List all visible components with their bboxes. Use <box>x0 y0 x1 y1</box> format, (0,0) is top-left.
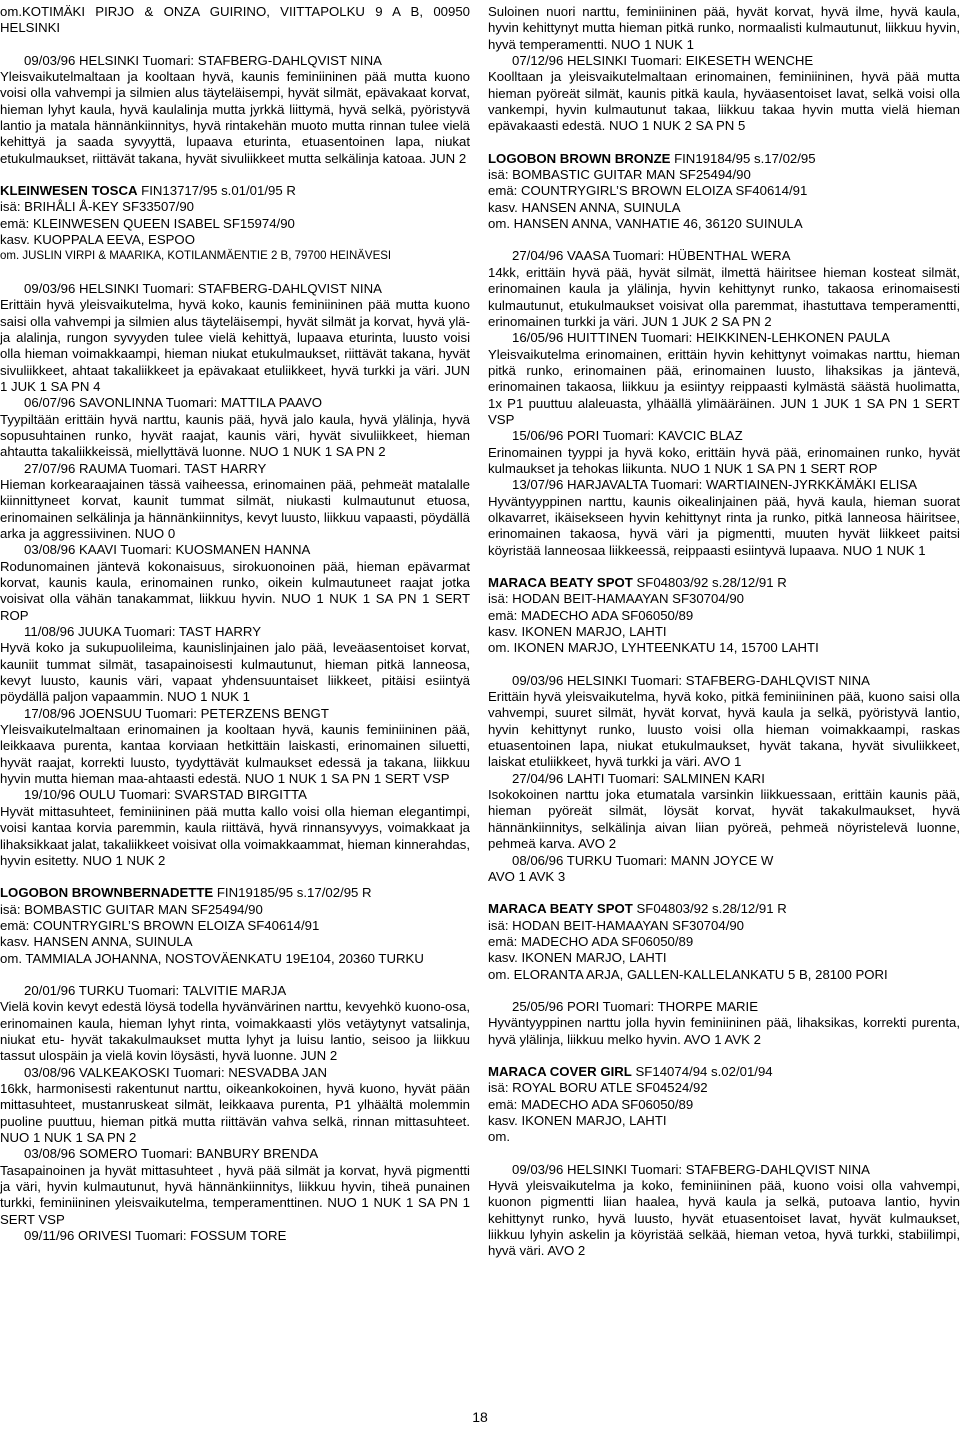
text-paragraph: isä: BOMBASTIC GUITAR MAN SF25494/90 <box>0 901 263 917</box>
spacer <box>488 559 960 575</box>
spacer <box>488 135 960 151</box>
show-judge-line: 09/11/96 ORIVESI Tuomari: FOSSUM TORE <box>24 1228 287 1244</box>
text-paragraph: om. IKONEN MARJO, LYHTEENKATU 14, 15700 LAHTI <box>488 640 819 656</box>
show-judge-line: 17/08/96 JOENSUU Tuomari: PETERZENS BENGT <box>24 705 329 721</box>
dog-name: MARACA BEATY SPOT <box>488 901 633 917</box>
text-paragraph: Erittäin hyvä yleisvaikutelma, hyvä koko, kaunis feminiininen pää mutta kuono saisi olla vahvempi ja silmien alus täyteläisempi, hyvät silmät ja korvat, hyvä ylä- ja alalinja, rungon syvyyden tulee vielä kehittyä, lupaava eturinta, luusto voisi olla hieman voimakkaampi, hieman niukat etukulmaukset, riittävät takana, hyvät sivuliikkeet, ahtaat takaliikkeet ja epävakaat etuliikkeet, hyvä turkki ja väri. JUN 1 JUK 1 SA PN 4 <box>0 297 470 394</box>
text-paragraph: om. <box>488 1129 510 1145</box>
dog-entry-heading <box>0 183 470 199</box>
right-column <box>488 4 960 1260</box>
show-judge-line: 13/07/96 HARJAVALTA Tuomari: WARTIAINEN-JYRKKÄMÄKI ELISA <box>512 477 918 493</box>
text-paragraph: 16kk, harmonisesti rakentunut narttu, oikeankokoinen, hyvä kuono, hyvät pään mittasuhteet, mustanruskeat silmät, leikkaava purenta, P1 ylhäältä molemmin puoline puuttuu, hieman pitkä mutta riittävän vahva selkä, rinnan mittasuhteet. NUO 1 NUK 1 SA PN 2 <box>0 1080 470 1145</box>
text-paragraph: Erittäin hyvä yleisvaikutelma, hyvä koko, pitkä feminiininen pää, kuono saisi olla vahvempi, suuret silmät, hyvät korvat, hyvä kaula ja selkä, pyöristyvä lantio, hyvin kehittynyt runko, luusto voisi olla hieman voimakkaampi, raskas etuasentoinen lapa, niukat etukulmaukset, hyvät takana, hyvät sivuliikkeet, laiskat etuliikkeet, hyvä turkki ja väri. AVO 1 <box>488 689 960 770</box>
spacer <box>0 967 470 983</box>
text-paragraph: kasv. HANSEN ANNA, SUINULA <box>488 199 681 215</box>
text-paragraph: emä: COUNTRYGIRL’S BROWN ELOIZA SF40614/91 <box>0 917 320 933</box>
text-paragraph: emä: COUNTRYGIRL’S BROWN ELOIZA SF40614/91 <box>488 183 808 199</box>
text-paragraph: Hyvä yleisvaikutelma ja koko, feminiininen pää, kuono voisi olla vahvempi, kuonon pigmentti liian haalea, hyvä kaula ja selkä, putoava lantio, hyvin kehittynyt runko, hyvä luusto, hyvät etuasentoiset lavat, hyvät kulmaukset, liikkuu lyhyin askelin ja köyristää selkää, hieman vetoa, hyvä turkki, stabiilimpi, hyvä väri. AVO 2 <box>488 1178 960 1259</box>
dog-name: LOGOBON BROWNBERNADETTE <box>0 885 214 901</box>
show-judge-line: 03/08/96 KAAVI Tuomari: KUOSMANEN HANNA <box>24 542 311 558</box>
show-judge-line: 09/03/96 HELSINKI Tuomari: STAFBERG-DAHLQVIST NINA <box>24 52 382 68</box>
spacer <box>0 869 470 885</box>
show-judge-line: 06/07/96 SAVONLINNA Tuomari: MATTILA PAAVO <box>24 395 323 411</box>
dog-entry-heading <box>488 575 960 591</box>
dog-name: LOGOBON BROWN BRONZE <box>488 150 671 166</box>
spacer <box>488 657 960 673</box>
show-judge-line: 16/05/96 HUITTINEN Tuomari: HEIKKINEN-LEHKONEN PAULA <box>512 330 890 346</box>
text-paragraph: Hyväntyyppinen narttu, kaunis oikealinjainen pää, hyvä kaula, hieman suorat olkavarret, ikäisekseen hyvin kehittynyt rinta ja runko, pitkä lanneosa häiritsee, erinomainen takaosa, hyvä väri ja pigmentti, muuten hyvät liikkeet paitsi köyristää lanneosaa liikkeessä, reippaasti esiintyvä lupaava. NUO 1 NUK 1 <box>488 493 960 558</box>
dog-name: KLEINWESEN TOSCA <box>0 183 138 199</box>
registration-info: SF04803/92 s.28/12/91 R <box>632 901 787 917</box>
text-paragraph: Hieman korkearaajainen tässä vaiheessa, erinomainen pää, pehmeät matalalle kiinnittyneet korvat, kaunit tummat silmät, niukasti kulmautunut etuosa, erinomainen selkälinja ja hännänkiinnitys, kevyt luusto, liikkuu vapaasti, pöydällä arka ja aggressiivinen. NUO 0 <box>0 476 470 541</box>
text-paragraph: isä: ROYAL BORU ATLE SF04524/92 <box>488 1080 708 1096</box>
text-paragraph: emä: MADECHO ADA SF06050/89 <box>488 933 694 949</box>
spacer <box>488 232 960 248</box>
text-paragraph: Rodunomainen jäntevä kokonaisuus, sirokuonoinen pää, hieman epävarmat korvat, kaunis kaula, erinomainen runko, oikein kulmautuneet raajat jotka voisivat olla vähän tanakammat, liikkuu hyvin. NUO 1 NUK 1 SA PN 1 SERT ROP <box>0 558 470 623</box>
dog-entry-heading <box>488 151 960 167</box>
text-paragraph: Erinomainen tyyppi ja hyvä koko, erittäin hyvä pää, erinomainen runko, hyvät kulmaukset ja tehokas liikunta. NUO 1 NUK 1 SA PN 1 SERT ROP <box>488 444 960 476</box>
text-paragraph: Tyypiltään erittäin hyvä narttu, kaunis pää, hyvä jalo kaula, hyvä ylälinja, hyvä sopusuhtainen runko, hyvät raajat, kaunis väri, hyvät sivuliikkeet, hieman ahtautta takaliikkeissä, miellyttävä luonne. NUO 1 NUK 1 SA PN 2 <box>0 411 470 460</box>
show-judge-line: 20/01/96 TURKU Tuomari: TALVITIE MARJA <box>24 982 287 998</box>
registration-info: SF04803/92 s.28/12/91 R <box>632 575 787 590</box>
dog-name: MARACA COVER GIRL <box>488 1063 632 1079</box>
text-paragraph: Tasapainoinen ja hyvät mittasuhteet , hyvä pää silmät ja korvat, hyvä pigmentti ja väri, hyvin kulmautunut, hyvä hännänkiinnitys, liikkuu hyvin, tiheä punainen turkki, feminiininen yleisvaikutelma, temperamenttinen. NUO 1 NUK 1 SA PN 1 SERT VSP <box>0 1162 470 1227</box>
spacer <box>0 265 470 281</box>
show-judge-line: 09/03/96 HELSINKI Tuomari: STAFBERG-DAHLQVIST NINA <box>24 280 382 296</box>
text-paragraph: kasv. IKONEN MARJO, LAHTI <box>488 624 667 640</box>
text-paragraph: Isokokoinen narttu joka etumatala varsinkin liikkuessaan, erittäin kaunis pää, hieman pyöreät silmät, löysät korvat, hyvät takakulmaukset, hyvä hännänkiinnitys, selkälinja aivan liian pyöreä, pehmeä nöyristelevä luonne, pehmeä karva. AVO 2 <box>488 787 960 852</box>
left-column <box>0 4 470 1244</box>
show-judge-line: 03/08/96 SOMERO Tuomari: BANBURY BRENDA <box>24 1146 319 1162</box>
show-judge-line: 11/08/96 JUUKA Tuomari: TAST HARRY <box>24 624 261 640</box>
registration-info: SF14074/94 s.02/01/94 <box>631 1063 773 1079</box>
spacer <box>488 885 960 901</box>
page-number: 18 <box>472 1409 488 1425</box>
show-judge-line: 07/12/96 HELSINKI Tuomari: EIKESETH WENCHE <box>512 53 814 69</box>
text-paragraph: Hyväntyyppinen narttu jolla hyvin feminiininen pää, lihaksikas, korrekti purenta, hyvä ylälinja, liikkuu melko hyvin. AVO 1 AVK 2 <box>488 1015 960 1047</box>
text-paragraph: AVO 1 AVK 3 <box>488 868 566 884</box>
text-paragraph: isä: BOMBASTIC GUITAR MAN SF25494/90 <box>488 167 751 183</box>
text-paragraph: Yleisvaikutelmaltaan erinomainen ja kooltaan hyvä, kaunis feminiininen pää, leikkaava purenta, kantaa korviaan hetkittäin laiskasti, erinomainen siluetti, hyvät raajat, korrekti luusto, tyydyttävät kulmaukset edessä ja takana, liikkuu hyvin mutta hieman maa-ahtaasti edestä. NUO 1 NUK 1 SA PN 1 SERT VSP <box>0 722 470 787</box>
show-judge-line: 03/08/96 VALKEAKOSKI Tuomari: NESVADBA JAN <box>24 1064 327 1080</box>
text-paragraph: om. TAMMIALA JOHANNA, NOSTOVÄENKATU 19E104, 20360 TURKU <box>0 950 424 966</box>
show-judge-line: 25/05/96 PORI Tuomari: THORPE MARIE <box>512 998 759 1014</box>
text-paragraph: isä: HODAN BEIT-HAMAAYAN SF30704/90 <box>488 917 745 933</box>
show-judge-line: 27/07/96 RAUMA Tuomari. TAST HARRY <box>24 460 267 476</box>
text-paragraph: kasv. IKONEN MARJO, LAHTI <box>488 1112 667 1128</box>
show-judge-line: 27/04/96 LAHTI Tuomari: SALMINEN KARI <box>512 770 765 786</box>
text-paragraph: isä: HODAN BEIT-HAMAAYAN SF30704/90 <box>488 591 745 607</box>
text-paragraph: Yleisvaikutelmaltaan ja kooltaan hyvä, kaunis feminiininen pää mutta kuono voisi olla vahvempi ja silmien alus täyteläisempi, hyvät silmät, epävakaat korvat, hieman lyhyt kaula, hyvä kaulalinja mutta jyrkkä liittymä, hyvä selkä, pyöristyvä lantio ja matala hännänkiinnitys, hyvä rintakehän muoto mutta rinnan tulee vielä kehittyä ja saada syvyyttä, lupaava eturinta, etuasentoinen lapa, niukat etukulmaukset, riittävät takana, hyvät sivuliikkeet mutta selkälinja katoaa. JUN 2 <box>0 69 470 166</box>
text-paragraph: Hyvät mittasuhteet, feminiininen pää mutta kallo voisi olla hieman elegantimpi, voisi kantaa korvia paremmin, kaula riittävä, hyvä rinnansyvyys, voimakkaat ja lihaksikkaat jalat, takaliikkeet voisivat olla voimakkaammat, hieman kinnerahdas, hyvin esitetty. NUO 1 NUK 2 <box>0 803 470 868</box>
text-paragraph: Hyvä koko ja sukupuolileima, kaunislinjainen jalo pää, leveäasentoiset korvat, kauniit tummat silmät, tasapainoisesti kulmautunut, hieman pitkä lanneosa, kevyt luusto, kaunis väri, vapaat yhdensuuntaiset liikkeet, pitäisi esiintyä pöydällä paljon vapaammin. NUO 1 NUK 1 <box>0 640 470 705</box>
text-paragraph: emä: MADECHO ADA SF06050/89 <box>488 1096 694 1112</box>
text-paragraph: emä: KLEINWESEN QUEEN ISABEL SF15974/90 <box>0 215 295 231</box>
text-paragraph: om. JUSLIN VIRPI & MAARIKA, KOTILANMÄENTIE 2 B, 79700 HEINÄVESI <box>0 250 392 263</box>
text-paragraph: kasv. IKONEN MARJO, LAHTI <box>488 950 667 966</box>
registration-info: FIN13717/95 s.01/01/95 R <box>137 183 296 199</box>
spacer <box>0 37 470 53</box>
show-judge-line: 09/03/96 HELSINKI Tuomari: STAFBERG-DAHLQVIST NINA <box>512 672 870 688</box>
text-paragraph: om. HANSEN ANNA, VANHATIE 46, 36120 SUINULA <box>488 216 803 232</box>
spacer <box>488 1048 960 1064</box>
text-paragraph: kasv. KUOPPALA EEVA, ESPOO <box>0 232 195 248</box>
text-paragraph: isä: BRIHÅLI Å-KEY SF33507/90 <box>0 199 195 215</box>
spacer <box>0 167 470 183</box>
text-paragraph: 14kk, erittäin hyvä pää, hyvät silmät, ilmettä häiritsee hieman kosteat silmät, erinomainen kaula ja ylälinja, hyvin kehittynyt runko, takaosa erinomaisesti kulmautunut, etukulmaukset voisivat olla paremmat, ihastuttava temperamentti, erinomainen turkki ja väri. JUN 1 JUK 2 SA PN 2 <box>488 264 960 329</box>
text-paragraph: Vielä kovin kevyt edestä löysä todella hyvänvärinen narttu, kevyehkö kuono-osa, erinomainen kaula, hieman lyhyt rinta, voimakkaasti ylös vetäytynyt vatsalinja, niukat etu- hyvät takakulmaukset mutta lyhyt ja luisu lantio, seisoo ja liikkuu tassut ulospäin ja vielä kovin löysästi, hyvä luonne. JUN 2 <box>0 999 470 1064</box>
text-paragraph: Koolltaan ja yleisvaikutelmaltaan erinomainen, feminiininen, hyvä pää mutta hieman pyöreät silmät, kaunis pitkä kaula, hyväasentoiset lavat, selkä voisi olla vankempi, hyvin kulmautunut takaa, liikkuu takaa hyvin mutta vielä hieman epävakaasti edestä. NUO 1 NUK 2 SA PN 5 <box>488 69 960 134</box>
registration-info: FIN19185/95 s.17/02/95 R <box>213 885 372 901</box>
show-judge-line: 27/04/96 VAASA Tuomari: HÜBENTHAL WERA <box>512 248 791 264</box>
spacer <box>488 1146 960 1162</box>
text-paragraph: om. ELORANTA ARJA, GALLEN-KALLELANKATU 5 B, 28100 PORI <box>488 966 888 982</box>
dog-entry-heading <box>0 885 470 901</box>
text-paragraph: kasv. HANSEN ANNA, SUINULA <box>0 934 193 950</box>
show-judge-line: 08/06/96 TURKU Tuomari: MANN JOYCE W <box>512 852 774 868</box>
dog-entry-heading <box>488 901 960 917</box>
text-paragraph: Suloinen nuori narttu, feminiininen pää, hyvät korvat, hyvä ilme, hyvä kaula, hyvin kehittynyt mutta hieman pitkä runko, normaalisti kulmautunut, liikkuu hyvin, hyvä temperamentti. NUO 1 NUK 1 <box>488 4 960 52</box>
dog-entry-heading <box>488 1064 960 1080</box>
show-judge-line: 19/10/96 OULU Tuomari: SVARSTAD BIRGITTA <box>24 787 307 803</box>
spacer <box>488 983 960 999</box>
show-judge-line: 09/03/96 HELSINKI Tuomari: STAFBERG-DAHLQVIST NINA <box>512 1161 870 1177</box>
text-paragraph: Yleisvaikutelma erinomainen, erittäin hyvin kehittynyt voimakas narttu, hieman pitkä runko, erinomainen pää, erinomainen luusto, lihaksikas ja jäntevä, erinomainen takaosa, liikkuu ja esiintyy reippaasti kylmästä säästä huolimatta, 1x P1 puuttuu alaleuasta, ylhäällä ylimääräinen. JUN 1 JUK 1 SA PN 1 SERT VSP <box>488 346 960 427</box>
text-paragraph: om.KOTIMÄKI PIRJO & ONZA GUIRINO, VIITTAPOLKU 9 A B, 00950 HELSINKI <box>0 4 470 36</box>
text-paragraph: emä: MADECHO ADA SF06050/89 <box>488 607 694 623</box>
show-judge-line: 15/06/96 PORI Tuomari: KAVCIC BLAZ <box>512 428 743 444</box>
dog-name: MARACA BEATY SPOT <box>488 575 633 590</box>
registration-info: FIN19184/95 s.17/02/95 <box>670 150 816 166</box>
